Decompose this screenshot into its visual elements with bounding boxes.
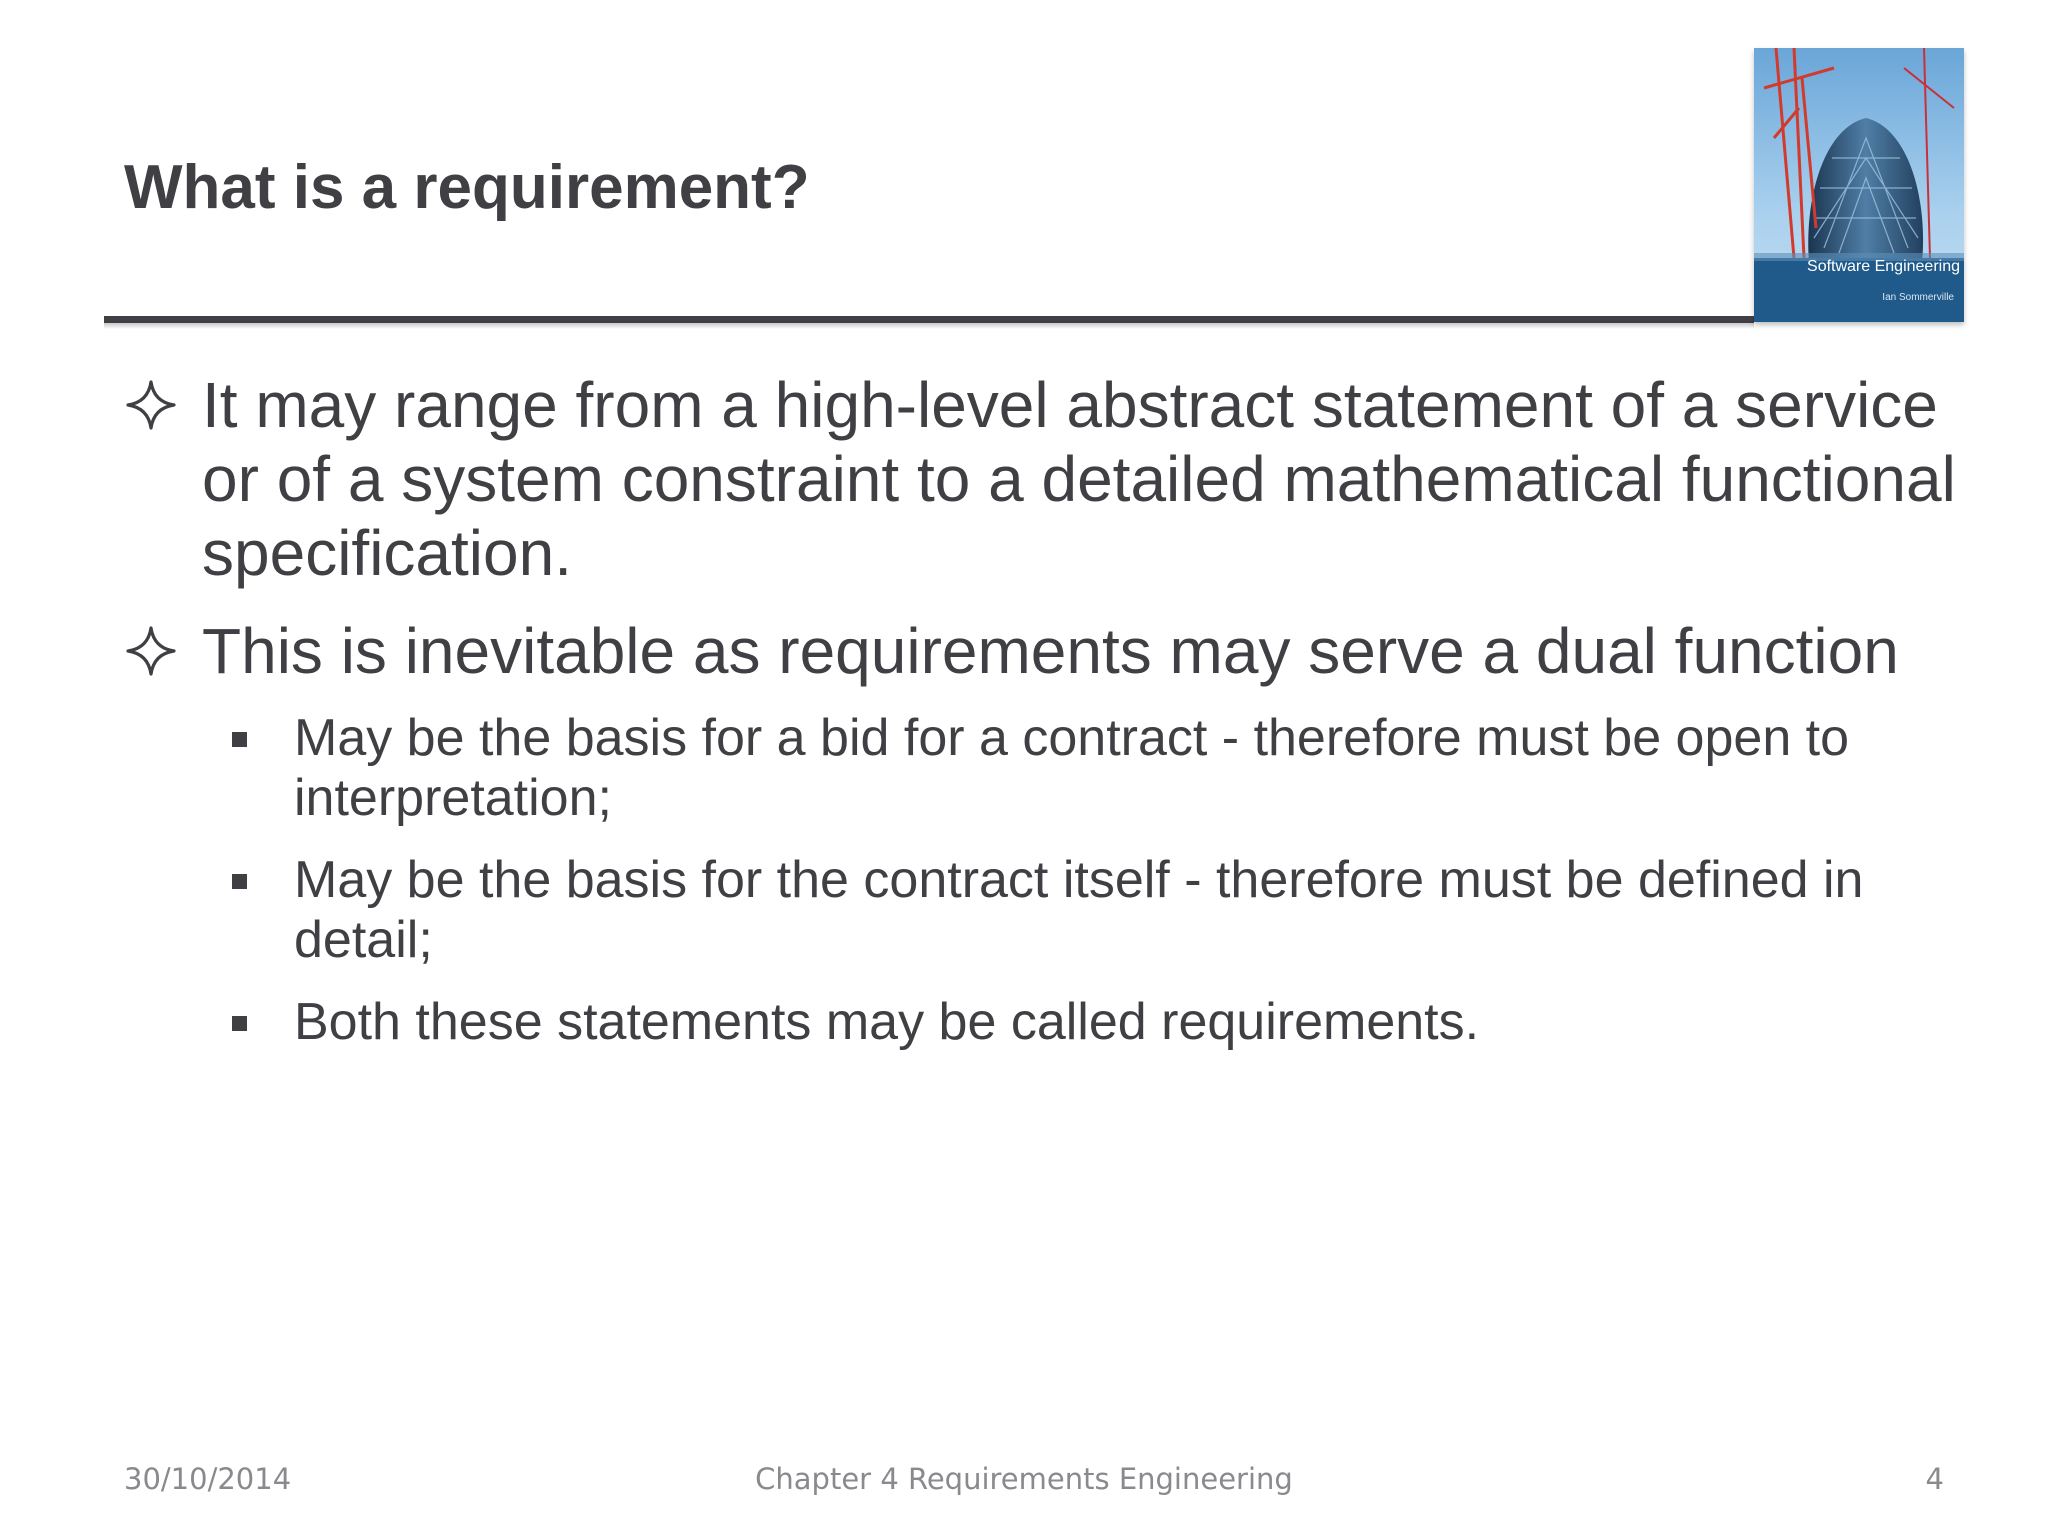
four-point-star-icon xyxy=(124,378,178,432)
sub-bullet-item xyxy=(124,850,1974,970)
sub-bullet-text: May be the basis for a bid for a contract - therefore must be open to interpretation; xyxy=(294,709,1850,827)
bullet-item xyxy=(124,614,1974,688)
book-cover-author: Ian Sommerville xyxy=(1882,292,1954,303)
bullet-text: This is inevitable as requirements may serve a dual function xyxy=(202,615,1899,687)
square-bullet-icon xyxy=(232,874,247,889)
footer-chapter: Chapter 4 Requirements Engineering xyxy=(755,1462,1293,1496)
sub-bullet-item xyxy=(124,992,1974,1052)
book-cover-title: Software Engineering xyxy=(1807,258,1960,275)
sub-bullet-list xyxy=(124,708,1974,1052)
bullet-text: It may range from a high-level abstract statement of a service or of a system constraint to a detailed mathematical functional specification. xyxy=(202,369,1956,589)
title-divider xyxy=(104,316,1754,323)
slide-title: What is a requirement? xyxy=(124,153,810,222)
slide-body xyxy=(124,368,1974,1074)
bullet-item xyxy=(124,368,1974,590)
title-divider-shadow xyxy=(104,323,1754,329)
four-point-star-icon xyxy=(124,624,178,678)
book-cover-image xyxy=(1754,48,1964,322)
footer-page-number: 4 xyxy=(1925,1462,1944,1496)
square-bullet-icon xyxy=(232,732,247,747)
footer-date: 30/10/2014 xyxy=(124,1462,292,1496)
sub-bullet-text: May be the basis for the contract itself - therefore must be defined in detail; xyxy=(294,851,1864,969)
book-cover-graphic xyxy=(1754,48,1964,322)
sub-bullet-item xyxy=(124,708,1974,828)
sub-bullet-text: Both these statements may be called requirements. xyxy=(294,993,1480,1051)
square-bullet-icon xyxy=(232,1016,247,1031)
